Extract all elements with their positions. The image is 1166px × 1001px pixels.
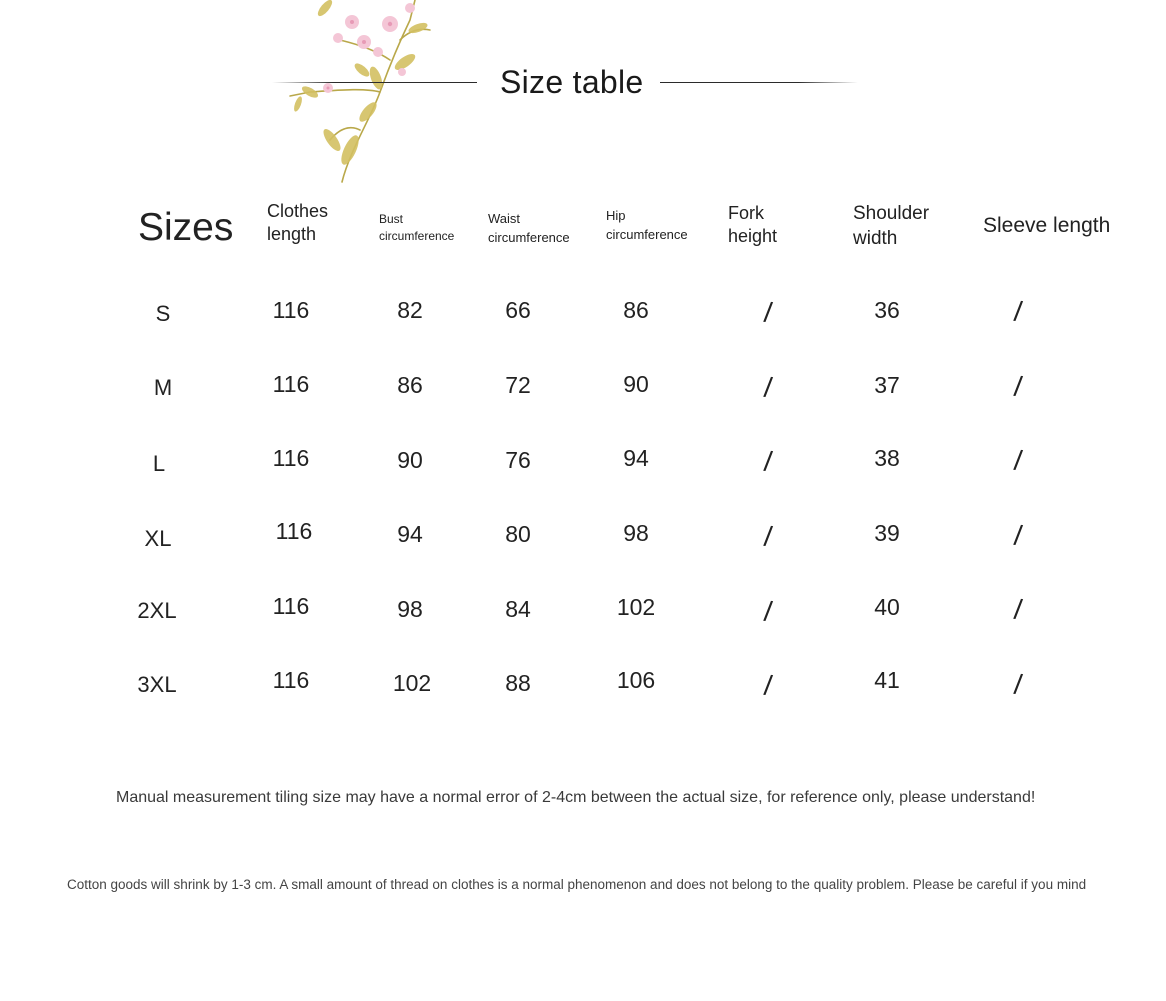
cell-clothes-length: 116 [272, 593, 310, 619]
cell-hip: 106 [616, 667, 656, 693]
cell-shoulder-width: 41 [874, 667, 900, 693]
cell-fork-height: / [762, 520, 774, 553]
cell-bust: 86 [397, 372, 423, 398]
cell-sleeve-length: / [1012, 370, 1024, 403]
header-clothes-length [267, 200, 328, 247]
flower-branch-decoration [280, 0, 440, 185]
cell-sleeve-length: / [1012, 668, 1024, 701]
cell-fork-height: / [762, 595, 774, 628]
cell-waist: 66 [505, 297, 531, 323]
header-shoulder-width-line1: Shoulder [853, 203, 930, 224]
header-waist-line1: Waist [488, 211, 521, 226]
cell-shoulder-width: 40 [874, 594, 900, 620]
header-hip [606, 207, 688, 245]
cell-fork-height: / [762, 296, 774, 329]
cell-size: 2XL [137, 598, 177, 623]
header-waist [488, 210, 570, 248]
cell-bust: 98 [397, 596, 423, 622]
cell-waist: 80 [505, 521, 531, 547]
header-clothes-length-line2: length [267, 224, 317, 245]
cell-hip: 94 [623, 445, 649, 471]
cell-bust: 90 [397, 447, 423, 473]
header-bust-line1: Bust [379, 212, 404, 226]
cell-sleeve-length: / [1012, 295, 1024, 328]
cell-clothes-length: 116 [272, 371, 310, 397]
cell-size: 3XL [137, 672, 177, 697]
cell-sleeve-length: / [1012, 444, 1024, 477]
header-sleeve-length: Sleeve length [983, 214, 1111, 237]
cell-clothes-length: 116 [272, 297, 310, 323]
cell-fork-height: / [762, 371, 774, 404]
cell-bust: 94 [397, 521, 423, 547]
title-divider-left [272, 82, 477, 83]
cell-waist: 76 [505, 447, 531, 473]
measurement-note: Manual measurement tiling size may have a normal error of 2-4cm between the actual size, for reference only, please understand! [116, 789, 1036, 806]
cell-sleeve-length: / [1012, 593, 1024, 626]
cell-size: L [152, 451, 166, 476]
header-fork-height-line1: Fork [728, 203, 764, 223]
cell-bust: 82 [397, 297, 423, 323]
cell-shoulder-width: 36 [874, 297, 900, 323]
cell-hip: 102 [616, 594, 656, 620]
cell-clothes-length: 116 [272, 667, 310, 693]
cell-shoulder-width: 39 [874, 520, 900, 546]
cell-clothes-length: 116 [275, 518, 313, 544]
cell-sleeve-length: / [1012, 519, 1024, 552]
page-title: Size table [500, 64, 644, 100]
cell-fork-height: / [762, 445, 774, 478]
cell-hip: 98 [623, 520, 649, 546]
header-clothes-length-line1: Clothes [267, 201, 329, 221]
header-hip-line2: circumference [606, 226, 688, 242]
header-bust [379, 211, 454, 246]
header-bust-line2: circumference [379, 229, 455, 244]
cell-waist: 72 [505, 372, 531, 398]
header-fork-height [728, 202, 777, 249]
cell-shoulder-width: 37 [874, 372, 900, 398]
cell-hip: 86 [623, 297, 649, 323]
header-hip-line1: Hip [606, 208, 626, 223]
cell-shoulder-width: 38 [874, 445, 900, 471]
cell-waist: 84 [505, 596, 531, 622]
cell-size: XL [144, 526, 172, 551]
header-sizes: Sizes [138, 206, 234, 249]
header-shoulder-width [853, 202, 929, 251]
cell-fork-height: / [762, 669, 774, 702]
header-shoulder-width-line2: width [853, 227, 898, 249]
cell-size: M [153, 375, 173, 400]
cell-waist: 88 [505, 670, 531, 696]
cell-bust: 102 [392, 670, 432, 696]
cell-size: S [155, 301, 171, 326]
header-fork-height-line2: height [728, 226, 778, 247]
title-divider-right [660, 82, 858, 83]
cell-hip: 90 [623, 371, 649, 397]
cotton-shrink-note: Cotton goods will shrink by 1-3 cm. A small amount of thread on clothes is a normal phenomenon and does not belong to the quality problem. Please be careful if you mind [67, 877, 1087, 892]
header-waist-line2: circumference [488, 229, 570, 245]
cell-clothes-length: 116 [272, 445, 310, 471]
